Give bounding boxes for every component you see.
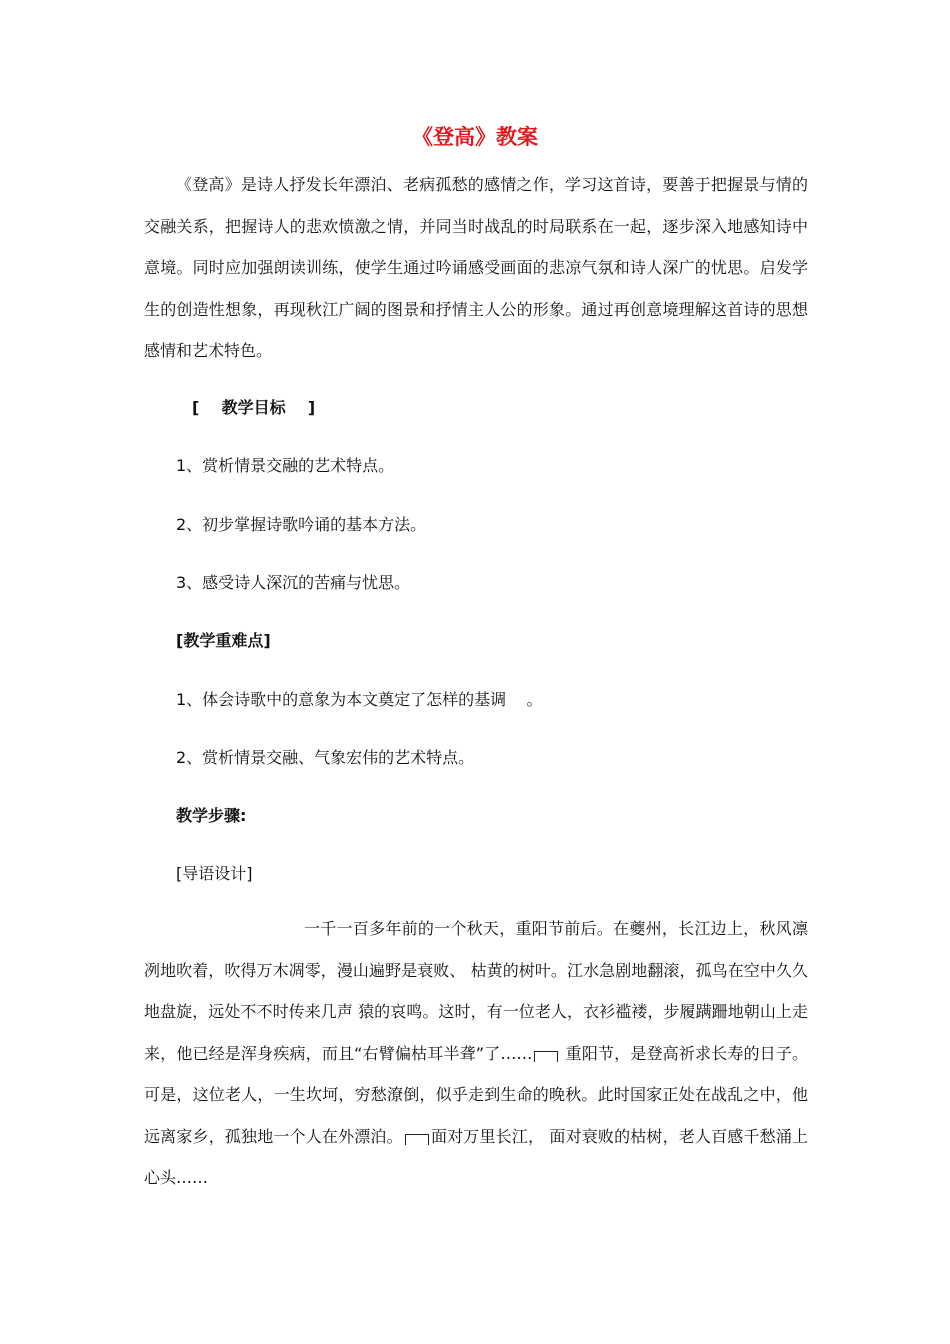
difficulties-heading: [教学重难点] xyxy=(176,631,271,650)
margin-mark-icon xyxy=(405,1134,429,1145)
objective-item-3: 3、感受诗人深沉的苦痛与忧思。 xyxy=(176,573,411,592)
difficulty-item-2: 2、赏析情景交融、气象宏伟的艺术特点。 xyxy=(176,748,475,767)
objectives-heading: [ 教学目标 ] xyxy=(192,398,316,417)
steps-heading: 教学步骤: xyxy=(176,806,247,825)
story-paragraph xyxy=(144,908,808,1199)
intro-paragraph: 《登高》是诗人抒发长年漂泊、老病孤愁的感情之作，学习这首诗，要善于把握景与情的交融关系，把握诗人的悲欢愤激之情，并同当时战乱的时局联系在一起，逐步深入地感知诗中意境。同时应加强朗读训练，使学生通过吟诵感受画面的悲凉气氛和诗人深广的忧思。启发学生的创造性想象，再现秋江广阔的图景和抒情主人公的形象。通过再创意境理解这首诗的思想感情和艺术特色。 xyxy=(144,175,808,360)
margin-mark-icon xyxy=(534,1051,558,1062)
story-text-part3: 面对万里长江， 面对衰败的枯树，老人百感千愁涌上心头…… xyxy=(144,1126,808,1187)
story-text-part1: 一千一百多年前的一个秋天，重阳节前后。在夔州，长江边上，秋风凛冽地吹着，吹得万木凋零，漫山遍野是衰败、 枯黄的树叶。江水急剧地翻滚，孤鸟在空中久久地盘旋，远处不不时传来几声 猿的哀鸣。这时，有一位老人，衣衫褴褛，步履蹒跚地朝山上走来，他已经是浑身疾病，而且“右臂偏枯耳半聋”了…… xyxy=(144,919,808,1063)
story-text-part2: 重阳节，是登高祈求长寿的日子。可是，这位老人，一生坎坷，穷愁潦倒，似乎走到生命的晚秋。此时国家正处在战乱之中，他远离家乡，孤独地一个人在外漂泊。 xyxy=(144,1043,808,1146)
difficulty-item-1: 1、体会诗歌中的意象为本文奠定了怎样的基调 。 xyxy=(176,690,543,709)
document-title: 《登高》教案 xyxy=(412,125,538,149)
objective-item-1: 1、赏析情景交融的艺术特点。 xyxy=(176,456,395,475)
objective-item-2: 2、初步掌握诗歌吟诵的基本方法。 xyxy=(176,515,427,534)
intro-design-heading: [导语设计] xyxy=(176,864,253,883)
